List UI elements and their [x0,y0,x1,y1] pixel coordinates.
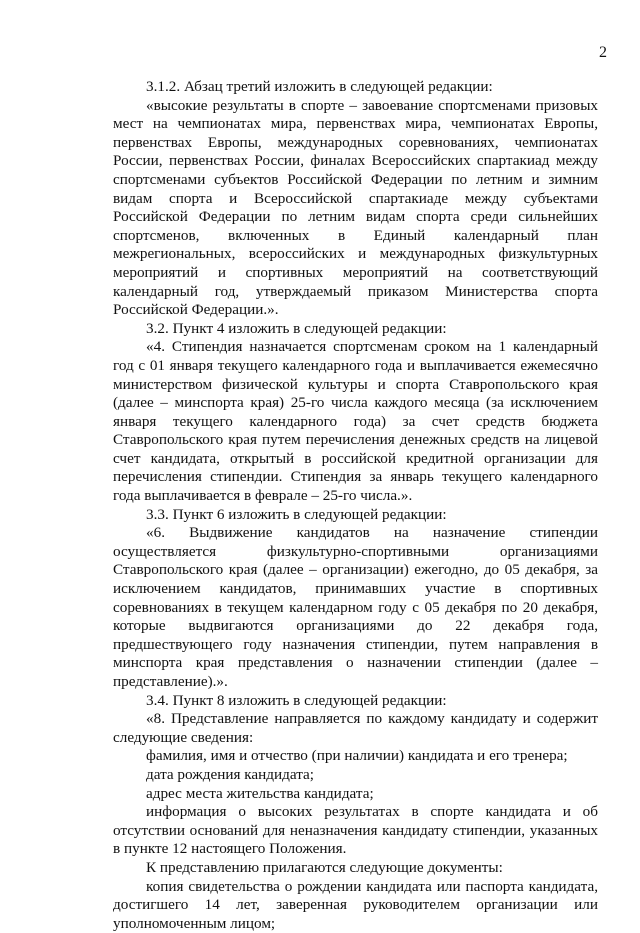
paragraph-3-1-2-heading: 3.1.2. Абзац третий изложить в следующей редакции: [146,78,493,95]
paragraph-high-results-definition: «высокие результаты в спорте – завоевание спортсменами призовых мест на чемпионатах мира, первенствах мира, чемпионатах Европы, первенствах Европы, международных соревнованиях, чемпионатах России, первенствах России, финалах Всероссийских спартакиад между спортсменами субъектов Российской Федерации по летним и зимним видам спорта и Всероссийской спартакиаде между субъектами Российской Федерации по летним видам спорта среди сильнейших спортсменов, включенных в Единый календарный план межрегиональных, всероссийских и международных физкультурных мероприятий и спортивных мероприятий на соответствующий календарный год, утверждаемый приказом Министерства спорта Российской Федерации.». [113,96,598,319]
list-item-birth-certificate: копия свидетельства о рождении кандидата или паспорта кандидата, достигшего 14 лет, заверенная руководителем организации или уполномоченным лицом; [113,877,598,932]
document-body [113,78,598,933]
paragraph-3-4-heading: 3.4. Пункт 8 изложить в следующей редакции: [146,691,447,709]
list-item-address: адрес места жительства кандидата; [146,784,374,802]
list-item-birth-date: дата рождения кандидата; [146,765,314,783]
paragraph-3-3-heading: 3.3. Пункт 6 изложить в следующей редакции: [146,505,447,523]
list-item-full-name: фамилия, имя и отчество (при наличии) кандидата и его тренера; [146,747,568,765]
paragraph-clause-4: «4. Стипендия назначается спортсменам сроком на 1 календарный год с 01 января текущего календарного года и выплачивается ежемесячно министерством физической культуры и спорта Ставропольского края (далее – минспорта края) 25-го числа каждого месяца (за исключением января текущего календарного года) за счет средств бюджета Ставропольского края путем перечисления денежных средств на лицевой счет кандидата, открытый в российской кредитной организации для перечисления стипендии. Стипендия за январь текущего календарного года выплачивается в феврале – 25-го числа.». [113,338,598,505]
paragraph-documents-heading: К представлению прилагаются следующие документы: [146,858,503,876]
paragraph-clause-8: «8. Представление направляется по каждому кандидату и содержит следующие сведения: [113,710,598,746]
paragraph-3-2-heading: 3.2. Пункт 4 изложить в следующей редакции: [146,319,447,337]
page-number: 2 [599,44,607,61]
list-item-results-info: информация о высоких результатах в спорте кандидата и об отсутствии оснований для неназначения кандидату стипендии, указанных в пункте 12 настоящего Положения. [113,803,598,858]
paragraph-clause-6: «6. Выдвижение кандидатов на назначение стипендии осуществляется физкультурно-спортивными организациями Ставропольского края (далее – организации) ежегодно, до 05 декабря, за исключением кандидатов, принимавших участие в спортивных соревнованиях в текущем календарном году с 05 декабря по 20 декабря, которые выдвигаются организациями до 22 декабря года, предшествующего году назначения стипендии, путем направления в минспорта края представления о назначении стипендии (далее – представление).». [113,524,598,690]
